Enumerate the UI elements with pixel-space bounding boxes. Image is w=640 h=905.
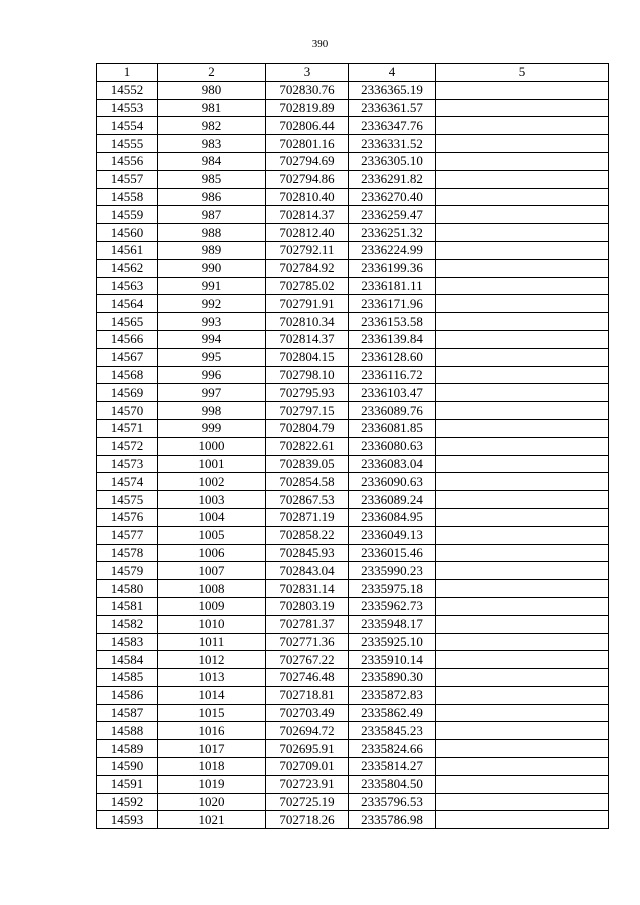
table-cell: 702801.16	[266, 135, 349, 153]
table-cell: 2336153.58	[349, 313, 436, 331]
table-cell	[436, 651, 609, 669]
table-row	[97, 544, 609, 562]
table-cell	[436, 277, 609, 295]
table-cell: 1011	[158, 633, 266, 651]
table-cell: 14577	[97, 526, 158, 544]
table-cell	[436, 580, 609, 598]
table-cell: 14581	[97, 597, 158, 615]
table-cell: 2336365.19	[349, 81, 436, 99]
table-cell: 14585	[97, 669, 158, 687]
table-cell: 702839.05	[266, 455, 349, 473]
table-cell: 14560	[97, 224, 158, 242]
table-row	[97, 562, 609, 580]
table-cell	[436, 562, 609, 580]
table-row	[97, 99, 609, 117]
table-cell: 2336331.52	[349, 135, 436, 153]
table-cell: 2335796.53	[349, 793, 436, 811]
table-cell: 702694.72	[266, 722, 349, 740]
table-cell: 2336199.36	[349, 259, 436, 277]
table-row	[97, 651, 609, 669]
table-cell: 2336049.13	[349, 526, 436, 544]
table-cell: 14555	[97, 135, 158, 153]
table-cell: 1020	[158, 793, 266, 811]
table-cell: 14557	[97, 170, 158, 188]
table-row	[97, 455, 609, 473]
table-row	[97, 117, 609, 135]
table-row	[97, 206, 609, 224]
table-cell	[436, 384, 609, 402]
table-cell: 702746.48	[266, 669, 349, 687]
table-cell	[436, 544, 609, 562]
table-cell: 2336103.47	[349, 384, 436, 402]
table-cell: 2336259.47	[349, 206, 436, 224]
table-row	[97, 152, 609, 170]
table-cell: 702725.19	[266, 793, 349, 811]
table-cell: 14552	[97, 81, 158, 99]
table-row	[97, 775, 609, 793]
table-cell: 702771.36	[266, 633, 349, 651]
table-cell: 702867.53	[266, 491, 349, 509]
table-cell	[436, 704, 609, 722]
column-header: 5	[436, 64, 609, 82]
table-cell: 14586	[97, 686, 158, 704]
table-cell: 1017	[158, 740, 266, 758]
table-row	[97, 330, 609, 348]
table-cell	[436, 366, 609, 384]
table-cell	[436, 170, 609, 188]
table-cell: 702843.04	[266, 562, 349, 580]
table-row	[97, 580, 609, 598]
table-cell: 14580	[97, 580, 158, 598]
table-cell: 981	[158, 99, 266, 117]
table-cell: 2336080.63	[349, 437, 436, 455]
table-cell: 986	[158, 188, 266, 206]
table-cell: 702795.93	[266, 384, 349, 402]
table-cell	[436, 419, 609, 437]
table-cell: 2336139.84	[349, 330, 436, 348]
table-cell: 984	[158, 152, 266, 170]
table-row	[97, 188, 609, 206]
table-cell: 987	[158, 206, 266, 224]
table-cell: 2336361.57	[349, 99, 436, 117]
table-cell: 2335872.83	[349, 686, 436, 704]
table-cell: 980	[158, 81, 266, 99]
table-cell: 991	[158, 277, 266, 295]
table-cell: 702709.01	[266, 758, 349, 776]
table-cell: 2335824.66	[349, 740, 436, 758]
table-cell	[436, 206, 609, 224]
table-cell	[436, 348, 609, 366]
table-cell: 702804.15	[266, 348, 349, 366]
table-cell: 14567	[97, 348, 158, 366]
table-cell: 2335962.73	[349, 597, 436, 615]
table-cell	[436, 313, 609, 331]
table-cell: 702784.92	[266, 259, 349, 277]
table-cell: 14568	[97, 366, 158, 384]
table-cell: 14589	[97, 740, 158, 758]
table-cell: 1003	[158, 491, 266, 509]
table-cell: 995	[158, 348, 266, 366]
table-cell	[436, 99, 609, 117]
table-cell	[436, 491, 609, 509]
table-row	[97, 633, 609, 651]
table-cell: 1006	[158, 544, 266, 562]
table-cell	[436, 188, 609, 206]
table-cell: 702718.81	[266, 686, 349, 704]
table-cell: 14582	[97, 615, 158, 633]
table-cell	[436, 81, 609, 99]
table-cell: 14563	[97, 277, 158, 295]
table-cell: 983	[158, 135, 266, 153]
table-cell: 14570	[97, 402, 158, 420]
table-cell: 702822.61	[266, 437, 349, 455]
table-cell: 702814.37	[266, 330, 349, 348]
table-cell: 702703.49	[266, 704, 349, 722]
table-cell: 993	[158, 313, 266, 331]
table-cell: 1012	[158, 651, 266, 669]
table-cell: 2336171.96	[349, 295, 436, 313]
table-cell: 1008	[158, 580, 266, 598]
table-cell	[436, 330, 609, 348]
table-cell: 702792.11	[266, 241, 349, 259]
table-cell: 1013	[158, 669, 266, 687]
table-cell	[436, 117, 609, 135]
table-cell: 702723.91	[266, 775, 349, 793]
table-cell: 14591	[97, 775, 158, 793]
table-cell: 2336089.76	[349, 402, 436, 420]
table-row	[97, 437, 609, 455]
table-cell: 985	[158, 170, 266, 188]
table-row	[97, 348, 609, 366]
table-cell: 14556	[97, 152, 158, 170]
table-cell: 14592	[97, 793, 158, 811]
table-cell: 14593	[97, 811, 158, 829]
table-cell: 2336305.10	[349, 152, 436, 170]
table-cell: 1007	[158, 562, 266, 580]
table-cell: 994	[158, 330, 266, 348]
table-cell: 14559	[97, 206, 158, 224]
table-cell: 14584	[97, 651, 158, 669]
table-row	[97, 793, 609, 811]
table-cell: 2335975.18	[349, 580, 436, 598]
table-cell: 1018	[158, 758, 266, 776]
table-cell: 14569	[97, 384, 158, 402]
page-number: 390	[311, 38, 329, 50]
table-row	[97, 259, 609, 277]
table-cell: 702785.02	[266, 277, 349, 295]
table-cell: 996	[158, 366, 266, 384]
table-cell: 2336015.46	[349, 544, 436, 562]
table-cell: 1001	[158, 455, 266, 473]
table-cell: 2336116.72	[349, 366, 436, 384]
table-cell: 989	[158, 241, 266, 259]
table-cell: 1002	[158, 473, 266, 491]
table-row	[97, 170, 609, 188]
table-cell: 14578	[97, 544, 158, 562]
table-row	[97, 740, 609, 758]
table-row	[97, 597, 609, 615]
table-cell: 702819.89	[266, 99, 349, 117]
table-cell	[436, 686, 609, 704]
table-cell: 2335814.27	[349, 758, 436, 776]
table-cell: 14571	[97, 419, 158, 437]
table-cell	[436, 597, 609, 615]
table-cell: 702718.26	[266, 811, 349, 829]
table-cell: 14590	[97, 758, 158, 776]
table-cell: 1010	[158, 615, 266, 633]
table-cell: 2336224.99	[349, 241, 436, 259]
table-cell: 2336251.32	[349, 224, 436, 242]
table-cell: 1019	[158, 775, 266, 793]
table-row	[97, 419, 609, 437]
table-cell	[436, 295, 609, 313]
table-cell: 14562	[97, 259, 158, 277]
table-cell: 2335804.50	[349, 775, 436, 793]
table-cell: 2335948.17	[349, 615, 436, 633]
table-cell: 2335910.14	[349, 651, 436, 669]
table-cell	[436, 508, 609, 526]
table-cell: 1021	[158, 811, 266, 829]
table-row	[97, 81, 609, 99]
table-cell: 1004	[158, 508, 266, 526]
table-cell	[436, 633, 609, 651]
table-cell: 14576	[97, 508, 158, 526]
table-cell: 702781.37	[266, 615, 349, 633]
table-row	[97, 704, 609, 722]
table-cell: 14587	[97, 704, 158, 722]
table-cell: 2336291.82	[349, 170, 436, 188]
table-row	[97, 615, 609, 633]
table-cell	[436, 259, 609, 277]
table-cell: 14583	[97, 633, 158, 651]
table-cell: 14574	[97, 473, 158, 491]
table-cell: 988	[158, 224, 266, 242]
table-cell: 702871.19	[266, 508, 349, 526]
table-cell: 702794.69	[266, 152, 349, 170]
table-cell: 14573	[97, 455, 158, 473]
table-cell: 2336270.40	[349, 188, 436, 206]
table-cell: 702803.19	[266, 597, 349, 615]
table-row	[97, 384, 609, 402]
table-cell: 1005	[158, 526, 266, 544]
table-cell: 997	[158, 384, 266, 402]
table-cell: 1015	[158, 704, 266, 722]
table-cell: 702798.10	[266, 366, 349, 384]
table-cell: 702767.22	[266, 651, 349, 669]
table-cell: 14564	[97, 295, 158, 313]
table-cell: 2336090.63	[349, 473, 436, 491]
table-cell: 2335890.30	[349, 669, 436, 687]
table-row	[97, 473, 609, 491]
table-cell	[436, 437, 609, 455]
table-cell: 14566	[97, 330, 158, 348]
table-row	[97, 277, 609, 295]
table-cell: 2336089.24	[349, 491, 436, 509]
table-row	[97, 135, 609, 153]
table-cell: 998	[158, 402, 266, 420]
table-cell	[436, 473, 609, 491]
table-cell	[436, 669, 609, 687]
table-cell	[436, 740, 609, 758]
table-cell: 990	[158, 259, 266, 277]
column-header: 2	[158, 64, 266, 82]
table-cell	[436, 793, 609, 811]
table-cell: 702791.91	[266, 295, 349, 313]
table-cell: 1000	[158, 437, 266, 455]
column-header: 4	[349, 64, 436, 82]
table-cell: 2336347.76	[349, 117, 436, 135]
table-cell	[436, 775, 609, 793]
table-cell: 1009	[158, 597, 266, 615]
table-cell: 702830.76	[266, 81, 349, 99]
table-cell: 14553	[97, 99, 158, 117]
table-cell: 702831.14	[266, 580, 349, 598]
table-cell: 14579	[97, 562, 158, 580]
table-cell	[436, 526, 609, 544]
table-cell: 702804.79	[266, 419, 349, 437]
table-cell: 982	[158, 117, 266, 135]
table-cell	[436, 758, 609, 776]
table-cell: 2335845.23	[349, 722, 436, 740]
table-row	[97, 241, 609, 259]
table-cell: 2336084.95	[349, 508, 436, 526]
table-row	[97, 224, 609, 242]
table-cell	[436, 402, 609, 420]
table-cell	[436, 455, 609, 473]
table-cell	[436, 722, 609, 740]
table-row	[97, 508, 609, 526]
table-cell	[436, 135, 609, 153]
table-cell	[436, 224, 609, 242]
table-cell: 2336128.60	[349, 348, 436, 366]
table-row	[97, 491, 609, 509]
table-cell	[436, 615, 609, 633]
table-row	[97, 402, 609, 420]
table-row	[97, 686, 609, 704]
table-row	[97, 295, 609, 313]
table-cell: 702810.34	[266, 313, 349, 331]
column-header: 1	[97, 64, 158, 82]
table-cell: 702794.86	[266, 170, 349, 188]
table-cell: 2335925.10	[349, 633, 436, 651]
table-row	[97, 722, 609, 740]
table-cell	[436, 811, 609, 829]
table-cell: 702812.40	[266, 224, 349, 242]
table-body	[97, 81, 609, 828]
table-cell: 702845.93	[266, 544, 349, 562]
table-cell: 702806.44	[266, 117, 349, 135]
table-cell: 1016	[158, 722, 266, 740]
table-cell: 2336181.11	[349, 277, 436, 295]
column-header: 3	[266, 64, 349, 82]
table-cell: 702810.40	[266, 188, 349, 206]
table-cell: 992	[158, 295, 266, 313]
table-cell: 2336081.85	[349, 419, 436, 437]
table-cell: 2335990.23	[349, 562, 436, 580]
table-row	[97, 811, 609, 829]
table-cell: 14558	[97, 188, 158, 206]
table-cell: 14572	[97, 437, 158, 455]
table-cell: 14554	[97, 117, 158, 135]
table-cell: 702814.37	[266, 206, 349, 224]
table-cell: 702695.91	[266, 740, 349, 758]
table-cell: 2335786.98	[349, 811, 436, 829]
table-row	[97, 758, 609, 776]
table-cell: 2335862.49	[349, 704, 436, 722]
table-header-row	[97, 64, 609, 82]
table-row	[97, 366, 609, 384]
table-cell	[436, 241, 609, 259]
table-cell: 999	[158, 419, 266, 437]
table-cell: 14588	[97, 722, 158, 740]
table-cell	[436, 152, 609, 170]
table-cell: 14561	[97, 241, 158, 259]
table-cell: 702854.58	[266, 473, 349, 491]
coordinates-table	[96, 63, 609, 829]
table-cell: 14565	[97, 313, 158, 331]
table-cell: 14575	[97, 491, 158, 509]
table-row	[97, 669, 609, 687]
table-cell: 2336083.04	[349, 455, 436, 473]
table-row	[97, 526, 609, 544]
table-cell: 702858.22	[266, 526, 349, 544]
table-cell: 1014	[158, 686, 266, 704]
table-cell: 702797.15	[266, 402, 349, 420]
table-row	[97, 313, 609, 331]
